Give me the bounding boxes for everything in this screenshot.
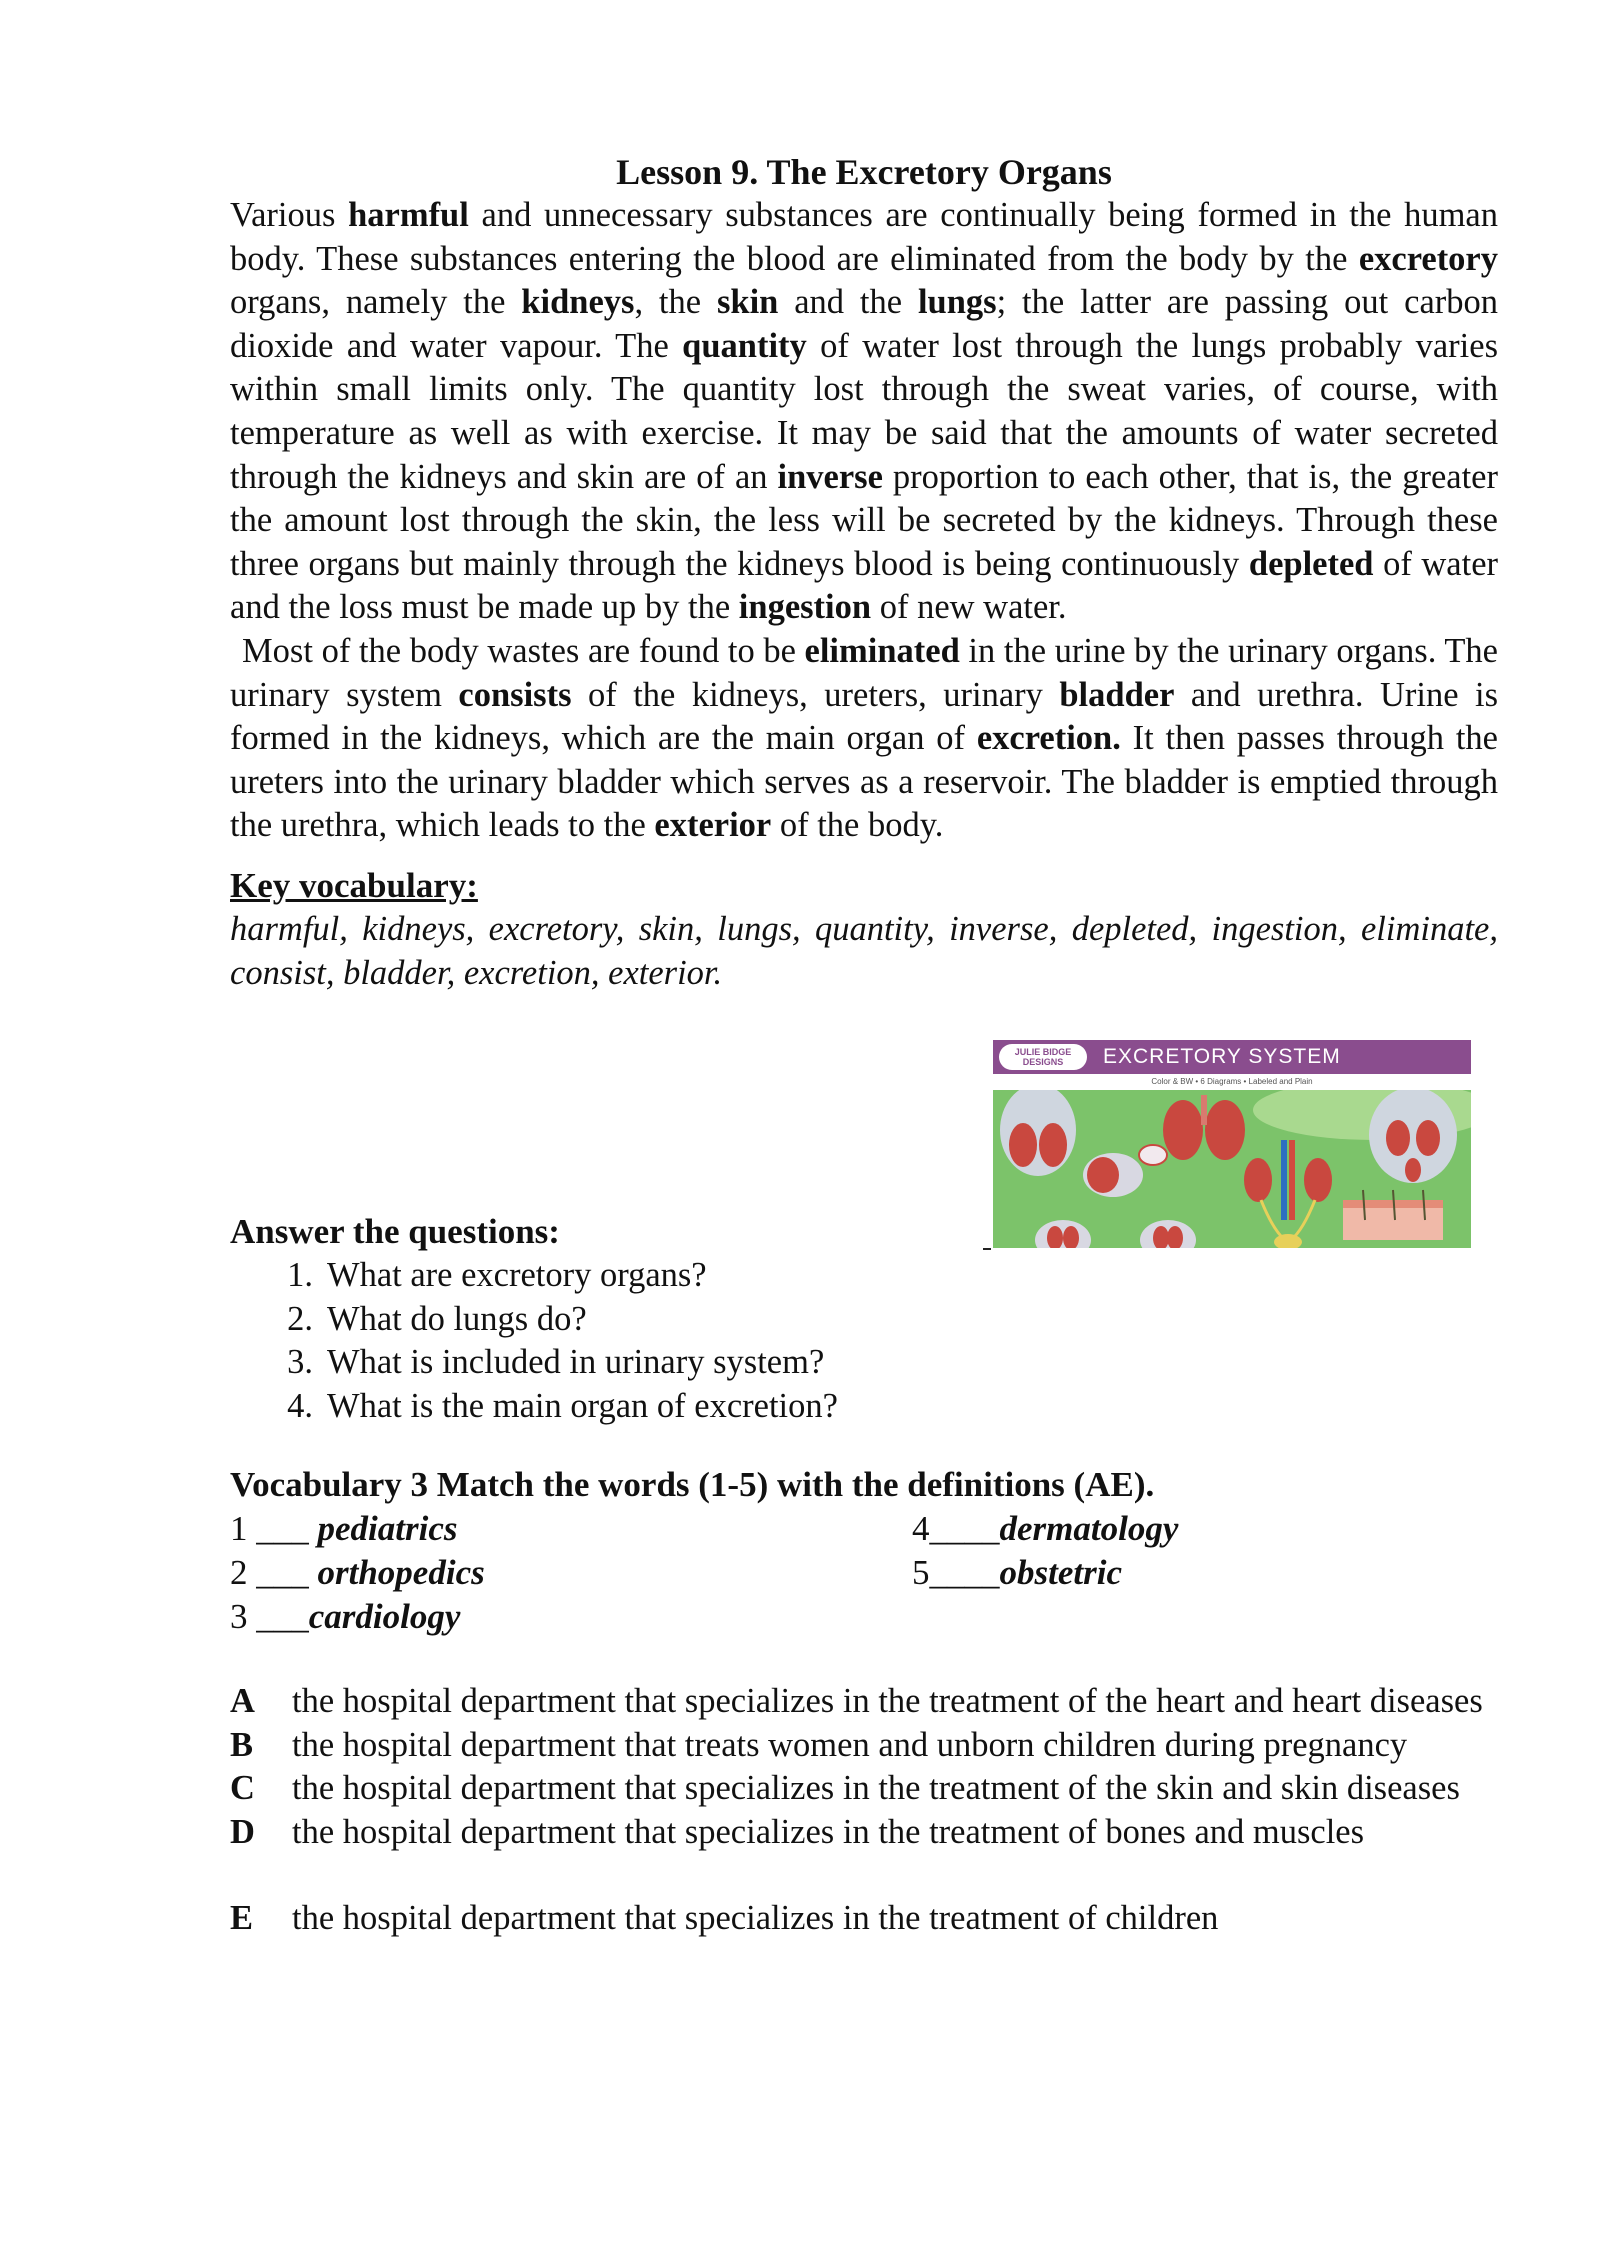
excretory-system-image	[993, 1040, 1471, 1248]
definition-c: C the hospital department that specializes in the treatment of the skin and skin diseases	[230, 1769, 1460, 1808]
text-run: of water lost through the lungs probably varies within small limits only. The quantity lost through the sweat varies, of course, with temperature as well as with exercise. It may be said that the amounts of water secreted through the kidneys and skin are of an	[230, 326, 1498, 496]
bold-term: eliminated	[804, 631, 960, 670]
definition-e: E the hospital department that specializes in the treatment of children	[230, 1899, 1219, 1938]
text-run: and the	[778, 283, 918, 322]
bold-term: harmful	[348, 196, 469, 234]
stray-mark	[983, 1248, 991, 1250]
bold-term: ingestion	[738, 588, 872, 627]
match-word-3: 3 ___cardiology	[230, 1597, 461, 1636]
text-run: proportion to each other, that is, the greater the amount lost through the skin, the less will be secreted by the kidneys. Through these three organs but mainly through the kidneys blood is being continuously	[230, 457, 1498, 583]
bold-term: consists	[458, 675, 572, 714]
page-title: Lesson 9. The Excretory Organs	[616, 152, 1112, 192]
text-run: organs, namely the	[230, 283, 522, 322]
text-run: Most of the body wastes are found to be	[242, 631, 805, 670]
match-word-4: 4____dermatology	[912, 1509, 1179, 1548]
bold-term: bladder	[1059, 675, 1175, 714]
torso-figure-right	[1369, 1090, 1457, 1183]
bold-term: quantity	[682, 326, 807, 365]
text-run: , the	[634, 283, 717, 322]
questions-heading: Answer the questions:	[230, 1212, 560, 1251]
match-word-5: 5____obstetric	[912, 1553, 1122, 1592]
text-run: of new water.	[871, 588, 1067, 627]
key-vocabulary-list: harmful, kidneys, excretory, skin, lungs, quantity, inverse, depleted, ingestion, eliminate, consist, bladder, excretion, exterior.	[230, 909, 1498, 992]
definition-d: D the hospital department that specializes in the treatment of bones and muscles	[230, 1812, 1365, 1851]
bold-term: depleted	[1248, 544, 1374, 583]
bold-term: excretory	[1358, 239, 1498, 278]
lesson-body	[230, 150, 1498, 995]
text-run: ; the latter are passing out carbon dioxide and water vapour. The	[230, 283, 1498, 365]
question-item: 4. What is the main organ of excretion?	[287, 1386, 838, 1425]
bold-term: inverse	[777, 457, 883, 496]
bold-term: skin	[716, 283, 779, 322]
match-word-2: 2 ___ orthopedics	[230, 1553, 485, 1592]
questions-list	[230, 1254, 838, 1428]
text-run: and urethra. Urine is formed in the kidneys, which are the main organ of	[230, 675, 1498, 758]
text-run: It then passes through the ureters into the urinary bladder which serves as a reservoir. The bladder is emptied through the urethra, which leads to the	[230, 719, 1498, 845]
text-run: and unnecessary substances are continually being formed in the human body. These substances entering the blood are eliminated from the body by the	[230, 196, 1498, 278]
question-item: 1. What are excretory organs?	[287, 1256, 707, 1294]
bold-term: kidneys	[521, 283, 635, 322]
bold-term: lungs	[917, 283, 997, 322]
bold-term: exterior	[654, 806, 772, 845]
image-subtitle: Color & BW • 6 Diagrams • Labeled and Plain	[993, 1074, 1471, 1090]
definition-a: A the hospital department that specializes in the treatment of the heart and heart diseases	[230, 1682, 1483, 1720]
text-run: in the urine by the urinary organs. The urinary system	[230, 631, 1498, 714]
text-run: of water and the loss must be made up by the	[230, 544, 1499, 627]
text-run: of the body.	[771, 806, 944, 845]
vocabulary-3-heading: Vocabulary 3 Match the words (1-5) with the definitions (AE).	[230, 1465, 1155, 1504]
image-title: EXCRETORY SYSTEM	[1103, 1045, 1341, 1068]
question-item: 3. What is included in urinary system?	[287, 1343, 825, 1381]
paragraph-2	[230, 630, 1498, 848]
key-vocabulary-heading: Key vocabulary:	[230, 865, 478, 905]
question-item: 2. What do lungs do?	[287, 1299, 587, 1338]
text-run: of the kidneys, ureters, urinary	[571, 675, 1060, 714]
organ-illustrations	[993, 1090, 1471, 1248]
definitions-list	[230, 1680, 1498, 1941]
definition-b: B the hospital department that treats women and unborn children during pregnancy	[230, 1725, 1408, 1764]
paragraph-1	[230, 194, 1498, 630]
match-word-1: 1 ___ pediatrics	[230, 1509, 458, 1548]
bold-term: excretion.	[976, 719, 1121, 758]
publisher-logo: JULIE BIDGE DESIGNS	[999, 1044, 1087, 1070]
text-run: Various	[230, 196, 349, 234]
